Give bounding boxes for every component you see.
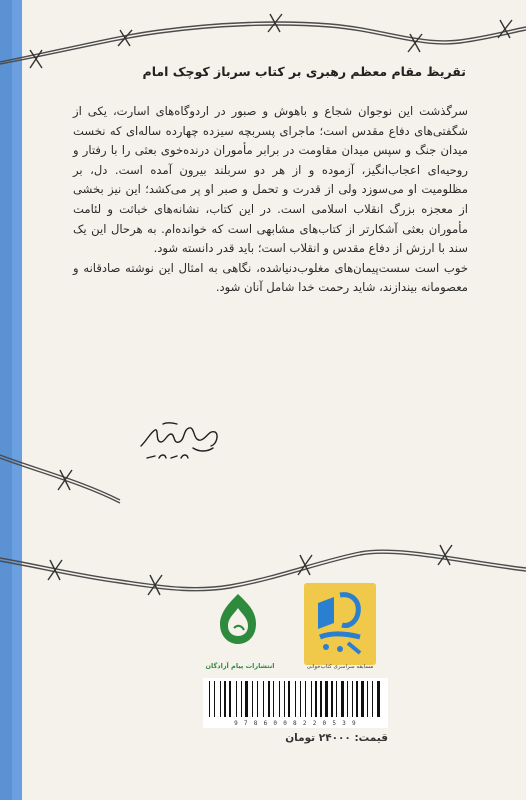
foreword-text	[73, 102, 468, 298]
publisher-name: انتشارات پیام آزادگان	[205, 662, 275, 670]
barcode-number: 9 7 8 6 0 0 8 2 2 0 5 3 9	[234, 720, 357, 727]
competition-logo	[304, 583, 376, 665]
book-price: قیمت: ۲۴۰۰۰ تومان	[285, 732, 388, 744]
foreword-title: تقریظ مقام معظم رهبری بر کتاب سرباز کوچک امام	[142, 64, 466, 79]
competition-caption: مسابقه سراسری کتاب‌خوانی	[306, 664, 374, 670]
foreword-paragraph: خوب است سست‌پیمان‌های مغلوب‌دنیاشده، نگاهی به امثال این نوشته صادقانه و معصومانه بیندازند، شاید رحمت خدا شامل آنان شود.	[73, 260, 468, 295]
book-competition-icon	[304, 583, 376, 665]
handwritten-signature	[133, 418, 228, 464]
foreword-paragraph: سرگذشت این نوجوان شجاع و باهوش و صبور در اردوگاه‌های اسارت، یکی از شگفتی‌های دفاع مقدس است؛ ماجرای پسربچه سیزده چهارده ساله‌ای که نخست میدان جنگ و سپس میدان مقاومت در برابر مأموران درنده‌خوی بعثی را با رفتار و روحیه‌ای اعجاب‌انگیز، آزموده و از هر دو سربلند بیرون آمده است. دل، بر مظلومیت او می‌سوزد ولی از قدرت و تحمل و صبر او پر می‌کشد؛ این نیز بخشی از معجزه بزرگ انقلاب اسلامی است. در این کتاب، نشانه‌های خباثت و لئامت مأموران بعثی آشکارتر از کتاب‌های مشابهی است که خوانده‌ام. به هرحال این یک سند با ارزش از دفاع مقدس و انقلاب است؛ باید قدر دانسته شود.	[73, 104, 468, 256]
dove-logo-icon	[212, 588, 264, 662]
barcode-bars	[203, 678, 388, 720]
